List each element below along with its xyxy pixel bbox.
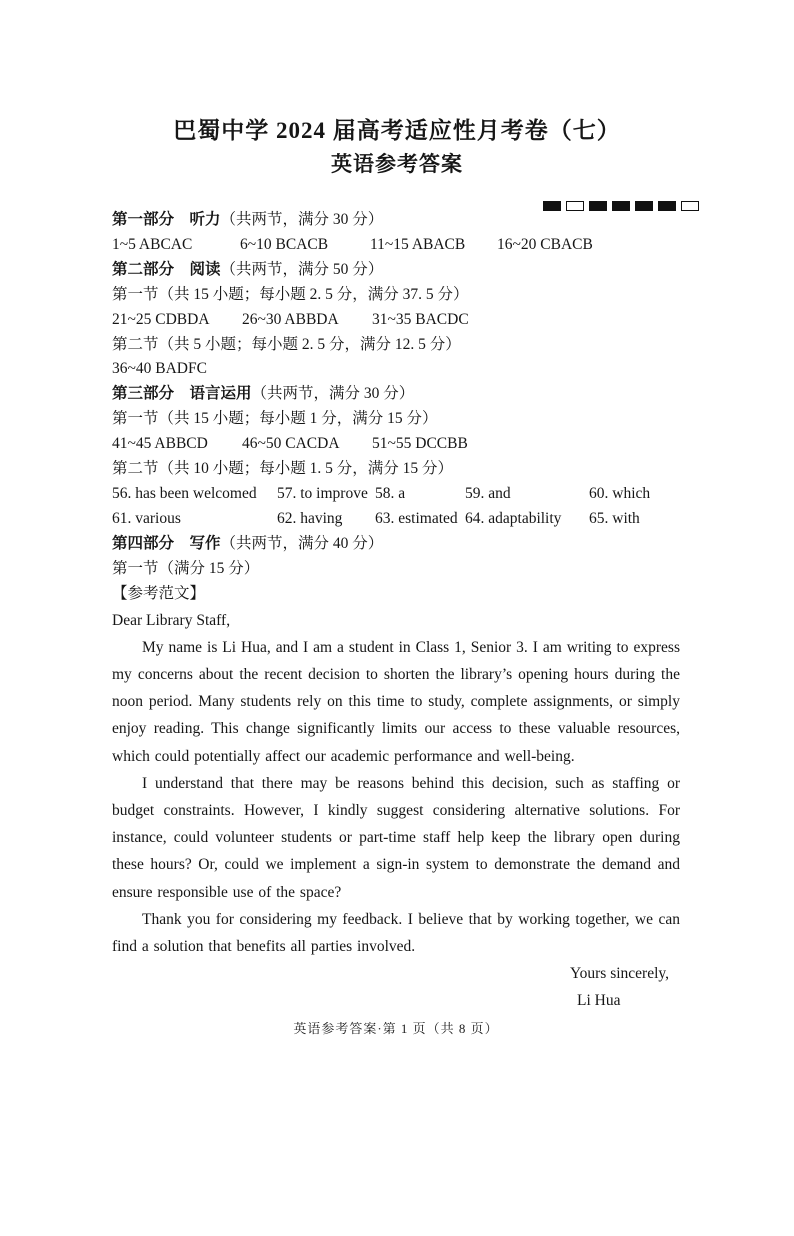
part4-section1-note: 第一节（满分 15 分） [112,559,260,577]
part4-heading-note: （共两节，满分 40 分） [220,534,384,552]
fill-answer: 64. adaptability [465,509,562,527]
essay-paragraph: Thank you for considering my feedback. I believe that by working together, we can find a solution that benefits all parties involved. [112,910,680,955]
fill-blank-answers-row2 [112,507,680,532]
essay-salutation: Dear Library Staff, [112,611,231,629]
reading-answers-row2: 36~40 BADFC [112,360,207,378]
part1-heading-label: 第一部分 听力 [112,211,221,228]
part4-heading-label: 第四部分 写作 [112,534,221,552]
fill-blank-answers-row1 [112,482,680,507]
part2-section1-note: 第一节（共 15 小题；每小题 2. 5 分，满分 37. 5 分） [112,285,469,303]
page-subtitle: 英语参考答案 [331,152,463,176]
part3-heading-label: 第三部分 语言运用 [112,385,252,403]
registration-mark [635,201,653,211]
answer-key [112,208,680,607]
registration-mark [589,201,607,211]
fill-answer: 56. has been welcomed [112,484,257,502]
answer-group: 26~30 ABBDA [242,310,339,328]
fill-answer: 59. and [465,484,511,502]
registration-mark [566,201,584,211]
part4-heading [112,532,680,557]
answer-group: 31~35 BACDC [372,310,469,328]
answer-group: 16~20 CBACB [497,235,593,253]
page-content [0,208,794,1037]
answer-group: 6~10 BCACB [240,235,329,253]
part3-section2-note: 第二节（共 10 小题；每小题 1. 5 分，满分 15 分） [112,460,454,478]
registration-mark [543,201,561,211]
answer-group: 51~55 DCCBB [372,435,468,453]
fill-answer: 57. to improve [277,484,368,502]
essay-paragraph: My name is Li Hua, and I am a student in Class 1, Senior 3. I am writing to express my concerns about the recent decision to shorten the library’s opening hours during the noon period. Many students rely on this time to study, complete assignments, or simply enjoy reading. This change significantly limits our access to these valuable resources, which could potentially affect our academic performance and well-being. [112,638,680,765]
part1-heading [112,208,680,233]
essay-paragraph: I understand that there may be reasons behind this decision, such as staffing or budget constraints. However, I kindly suggest considering alternative solutions. For instance, could volunteer students or part-time staff help keep the library open during these hours? Or, could we implement a sign-in system to demonstrate the demand and ensure responsible use of the space? [112,774,680,901]
essay-closing: Yours sincerely, [570,965,670,983]
registration-mark [658,201,676,211]
part3-heading-note: （共两节，满分 30 分） [251,385,415,403]
answer-group: 21~25 CDBDA [112,310,210,328]
exam-answer-page [0,113,794,1236]
answer-group: 41~45 ABBCD [112,435,208,453]
registration-mark [612,201,630,211]
part1-heading-note: （共两节，满分 30 分） [220,211,384,228]
language-use-answers-row [112,432,680,457]
part2-section2-note: 第二节（共 5 小题；每小题 2. 5 分，满分 12. 5 分） [112,335,461,353]
registration-mark [681,201,699,211]
part3-heading [112,382,680,407]
part2-heading [112,258,680,283]
fill-answer: 61. various [112,509,181,527]
essay-signature: Li Hua [577,992,621,1010]
answer-group: 1~5 ABCAC [112,235,193,253]
reading-answers-row1 [112,308,680,333]
part2-heading-label: 第二部分 阅读 [112,260,221,278]
fill-answer: 63. estimated [375,509,458,527]
answer-group: 46~50 CACDA [242,435,340,453]
part3-section1-note: 第一节（共 15 小题；每小题 1 分，满分 15 分） [112,410,438,428]
fill-answer: 62. having [277,509,343,527]
model-essay-label: 【参考范文】 [112,584,206,602]
fill-answer: 58. a [375,484,406,502]
answer-group: 11~15 ABACB [370,235,466,253]
page-footer: 英语参考答案·第 1 页（共 8 页） [293,1020,499,1036]
model-essay [112,607,680,1015]
fill-answer: 60. which [589,484,651,502]
listening-answers-row [112,233,680,258]
page-title: 巴蜀中学 2024 届高考适应性月考卷（七） [173,118,621,143]
fill-answer: 65. with [589,509,640,527]
part2-heading-note: （共两节，满分 50 分） [220,260,384,278]
registration-marks [543,201,704,211]
